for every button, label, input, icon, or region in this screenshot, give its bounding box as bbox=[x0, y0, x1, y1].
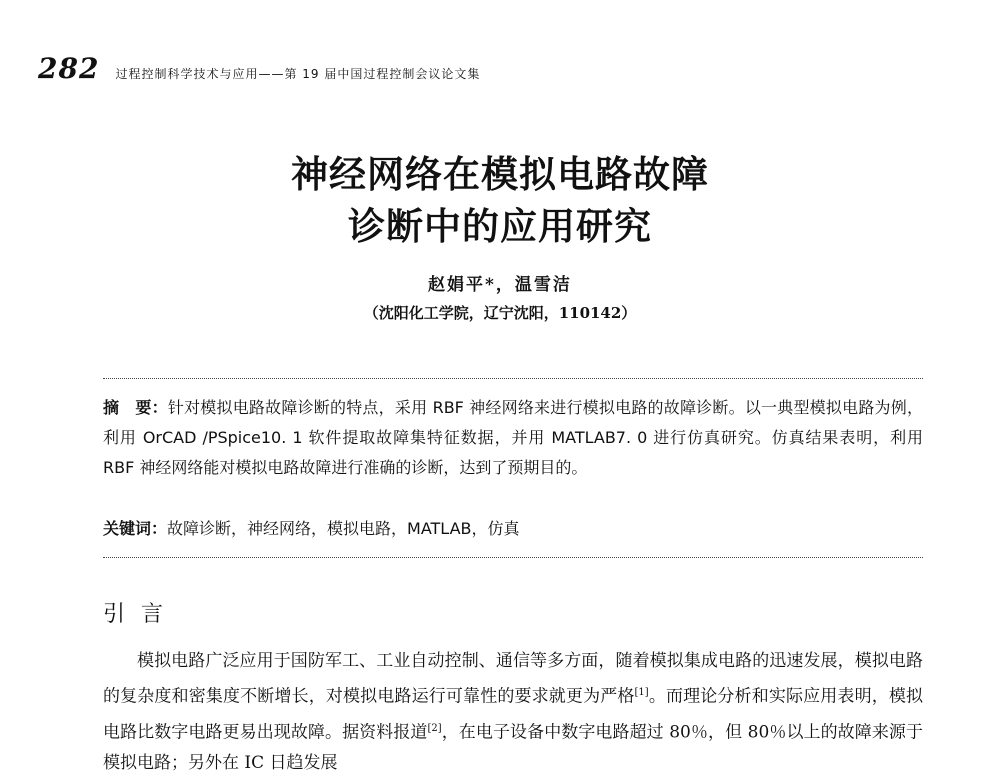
body-paragraph bbox=[103, 646, 923, 779]
section-heading-introduction: 引言 bbox=[103, 602, 180, 627]
body-text-segment-2: 。而理论分析和实际应用表明，模拟电路比数字电路更易出现故障。据资料报道 bbox=[103, 686, 924, 743]
citation-ref-1: [1] bbox=[634, 687, 649, 698]
paper-title bbox=[0, 148, 1000, 252]
abstract-label: 摘 要： bbox=[103, 398, 168, 417]
page-number: 282 bbox=[38, 52, 100, 85]
paper-title-line-1: 神经网络在模拟电路故障 bbox=[291, 152, 709, 196]
citation-ref-2: [2] bbox=[427, 722, 442, 734]
running-header bbox=[38, 52, 480, 85]
abstract-text: 针对模拟电路故障诊断的特点，采用 RBF 神经网络来进行模拟电路的故障诊断。以一典型模拟电路为例，利用 OrCAD /PSpice10. 1 软件提取故障集特征数据，并用 MATLAB7. 0 进行仿真研究。仿真结果表明，利用 RBF 神经网络能对模拟电路故障进行准确的诊断，达到了预期目的。 bbox=[103, 398, 923, 477]
abstract-bottom-rule bbox=[103, 557, 923, 558]
keywords bbox=[103, 514, 923, 544]
abstract-top-rule bbox=[103, 378, 923, 379]
abstract bbox=[103, 393, 923, 483]
authors: 赵娟平*，温雪洁 bbox=[428, 275, 572, 295]
body-text-segment-3: ，在电子设备中数字电路超过 80％，但 80％以上的故障来源于模拟电路；另外在 IC 日趋发展 bbox=[103, 722, 923, 774]
body-text-segment-1: 模拟电路广泛应用于国防军工、工业自动控制、通信等多方面，随着模拟集成电路的迅速发展，模拟电路的复杂度和密集度不断增长，对模拟电路运行可靠性的要求就更为严格 bbox=[103, 651, 923, 707]
keywords-text: 故障诊断，神经网络，模拟电路，MATLAB，仿真 bbox=[167, 519, 520, 538]
keywords-label: 关键词： bbox=[103, 519, 168, 538]
affiliation: （沈阳化工学院，辽宁沈阳，110142） bbox=[363, 304, 637, 322]
paper-title-line-2: 诊断中的应用研究 bbox=[348, 204, 652, 248]
journal-title: 过程控制科学技术与应用——第 19 届中国过程控制会议论文集 bbox=[115, 67, 481, 81]
